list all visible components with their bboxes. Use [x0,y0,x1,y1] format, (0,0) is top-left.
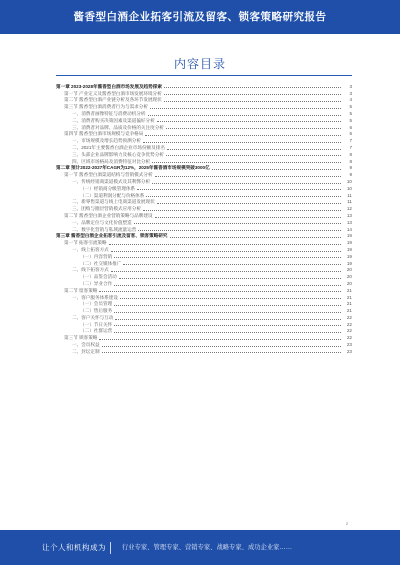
toc-leader-dots [164,87,341,88]
toc-entry-text: 第二节 留客策略 [64,287,98,293]
toc-leader-dots [102,346,341,347]
toc-entry-text: （二）售后服务 [80,308,113,314]
toc-leader-dots [155,217,341,218]
toc-entry-page: 13 [346,219,352,225]
toc-entry[interactable] [56,151,352,158]
toc-entry[interactable] [56,287,352,294]
report-title: 酱香型白酒企业拓客引流及留客、锁客策略研究报告 [73,11,327,23]
toc-entry-text: （一）节日关怀 [80,321,113,327]
toc-entry[interactable] [56,205,352,212]
toc-entry-text: 一、市场规模及增长趋势预测分析 [72,138,141,144]
toc-entry[interactable] [56,260,352,267]
toc-entry-text: （一）品鉴会活动 [80,274,117,280]
toc-entry-text: 一、线上拓客方式 [72,246,109,252]
toc-entry-text: 一、客户服务体系建设 [72,294,118,300]
toc-entry[interactable] [56,267,352,274]
toc-entry-page: 8 [349,158,352,164]
toc-entry[interactable] [56,314,352,321]
toc-entry-text: 第一节 产业定义及酱香型白酒市场发展环境分析 [64,90,162,96]
toc-entry-page: 13 [346,212,352,218]
toc-entry-page: 21 [346,294,352,300]
toc-entry-page: 4 [349,97,352,103]
toc-entry-text: 二、客户关怀与互动 [72,314,114,320]
toc-leader-dots [111,271,341,272]
footer-banner [0,530,400,565]
toc-leader-dots [137,189,341,190]
toc-leader-dots [157,203,341,204]
toc-entry-text: 第三节 酱香型白酒消费者行为与需求分析 [64,104,148,110]
toc-leader-dots [164,94,341,95]
toc-entry[interactable] [56,294,352,301]
toc-entry-text: 二、线下拓客方式 [72,267,109,273]
toc-entry-page: 10 [346,185,352,191]
toc-entry-page: 7 [349,144,352,150]
toc-leader-dots [114,325,341,326]
toc-leader-dots [143,142,341,143]
footer-slogan-left: 让个人和机构成为 [42,543,106,552]
toc-entry[interactable] [56,239,352,246]
toc-entry-text: 第一节 酱香型白酒渠道结构与营销模式分析 [64,172,153,178]
toc-leader-dots [150,108,341,109]
toc-entry-page: 3 [349,90,352,96]
toc-entry-page: 20 [346,274,352,280]
toc-entry[interactable] [56,212,352,219]
toc-entry-page: 3 [349,83,352,89]
toc-leader-dots [120,298,341,299]
toc-entry[interactable] [56,341,352,348]
toc-leader-dots [166,128,341,129]
toc-entry-page: 20 [346,280,352,286]
toc-entry-text: 二、数字化营销与私域流量运营 [72,226,137,232]
toc-leader-dots [99,291,341,292]
toc-leader-dots [119,278,341,279]
toc-entry[interactable] [56,253,352,260]
toc-leader-dots [99,339,341,340]
toc-divider [56,75,352,76]
toc-entry[interactable] [56,226,352,233]
toc-entry[interactable] [56,246,352,253]
toc-entry[interactable] [56,307,352,314]
toc-leader-dots [212,169,341,170]
toc-entry-page: 19 [346,233,352,239]
toc-entry[interactable] [56,144,352,151]
toc-entry-page: 9 [349,165,352,171]
toc-entry[interactable] [56,233,352,240]
toc-leader-dots [114,332,341,333]
toc-leader-dots [148,115,341,116]
toc-entry-page: 5 [349,104,352,110]
toc-entry[interactable] [56,124,352,131]
toc-entry[interactable] [56,131,352,138]
toc-entry-text: （二）异业合作 [80,280,113,286]
footer-separator [110,542,111,554]
toc-entry-text: 第二章 预计2022-2027年CAGR为12%，2025年酱香酒市场规模突破3000亿 [56,165,210,171]
toc-entry[interactable] [56,334,352,341]
toc-leader-dots [102,352,341,353]
toc-leader-dots [157,121,341,122]
toc-entry-page: 10 [346,178,352,184]
toc-entry-text: 四、区域市场格局及消费特征对比分析 [72,158,151,164]
toc-entry-text: 三、消费者对品牌、品质及价格的关注度分析 [72,124,164,130]
toc-entry-page: 19 [346,246,352,252]
toc-entry-page: 19 [346,253,352,259]
toc-entry[interactable] [56,192,352,199]
toc-entry[interactable] [56,178,352,185]
toc-leader-dots [143,210,341,211]
toc-entry[interactable] [56,328,352,335]
toc-entry-page: 6 [349,124,352,130]
toc-entry-page: 19 [346,260,352,266]
toc-entry-text: 第二节 酱香型白酒产业链分析及各环节发展现状 [64,97,162,103]
toc-entry-page: 22 [346,314,352,320]
toc-entry-page: 21 [346,287,352,293]
toc-entry-page: 21 [346,301,352,307]
toc-heading: 内容目录 [173,57,226,71]
toc-entry-text: 一、传统经销商渠道模式及其利弊分析 [72,178,151,184]
toc-entry-page: 12 [346,206,352,212]
toc-entry-text: 三、头部企业品牌影响力及核心竞争优势分析 [72,151,164,157]
toc-entry-page: 14 [346,226,352,232]
toc-entry-text: 二、新零售渠道与线上电商渠道发展现状 [72,199,155,205]
toc-entry[interactable] [56,185,352,192]
toc-entry-text: 第一节 拓客引流策略 [64,240,107,246]
toc-entry[interactable] [56,301,352,308]
toc-leader-dots [146,196,341,197]
toc-entry[interactable] [56,273,352,280]
toc-entry-page: 6 [349,131,352,137]
toc-entry-page: 22 [346,328,352,334]
toc-entry-text: 第一章 2023-2028年酱香型白酒市场发展及趋势探索 [56,83,162,89]
toc-leader-dots [114,312,341,313]
toc-entry-page: 20 [346,267,352,273]
footer-slogan-right: 行业专家、管理专家、营销专家、战略专家、成功企业家…… [122,544,293,551]
toc-entry[interactable] [56,103,352,110]
toc-entry-page: 8 [349,151,352,157]
toc-leader-dots [138,230,341,231]
toc-entry-text: 三、团购与圈层营销模式应用分析 [72,206,141,212]
toc-entry-page: 19 [346,240,352,246]
toc-entry[interactable] [56,83,352,90]
toc-entry-text: （一）会员管理 [80,301,113,307]
toc-leader-dots [109,244,341,245]
toc-entry-page: 11 [347,199,352,205]
toc-entry-page: 11 [347,192,352,198]
toc-entry[interactable] [56,97,352,104]
toc-entry-text: （二）渠道利润分配与价格体系 [80,192,145,198]
toc-entry-text: 一、消费者画像特征与消费动机分析 [72,110,146,116]
toc-leader-dots [111,251,341,252]
toc-leader-dots [164,101,341,102]
toc-leader-dots [134,223,341,224]
toc-entry-text: 第三章 酱香型白酒企业拓客引流及留客、锁客策略研究 [56,233,168,239]
toc-entry[interactable] [56,158,352,165]
toc-entry-text: 一、品牌定位与文化价值塑造 [72,219,132,225]
toc-entry[interactable] [56,137,352,144]
toc-entry-page: 22 [346,321,352,327]
toc-entry-text: （二）社群运营 [80,328,113,334]
toc-entry[interactable] [56,117,352,124]
toc-leader-dots [152,183,341,184]
toc-entry-page: 23 [346,348,352,354]
toc-entry[interactable] [56,280,352,287]
toc-entry-text: （二）社交媒体推广 [80,260,122,266]
toc-leader-dots [114,257,341,258]
toc-leader-dots [114,285,341,286]
toc-entry-text: 二、消费者购买决策因素及渠道偏好分析 [72,117,155,123]
toc-leader-dots [166,155,341,156]
toc-entry-page: 5 [349,110,352,116]
toc-leader-dots [114,305,341,306]
toc-entry-text: 第三节 锁客策略 [64,335,98,341]
toc-entry-page: 21 [346,308,352,314]
toc-entry[interactable] [56,199,352,206]
toc-leader-dots [170,237,341,238]
toc-leader-dots [167,149,341,150]
toc-entry[interactable] [56,321,352,328]
toc-entry-text: （一）内容营销 [80,253,113,259]
toc-entry-text: 第四节 酱香型白酒市场规模与竞争格局 [64,131,144,137]
toc-leader-dots [145,135,341,136]
toc-entry[interactable] [56,348,352,355]
toc-entry-text: 二、封坛定制 [72,348,100,354]
toc-entry-page: 7 [349,138,352,144]
toc-entry[interactable] [56,90,352,97]
toc-entry-text: 一、会员权益 [72,342,100,348]
report-header-banner [0,0,400,34]
toc-entry[interactable] [56,110,352,117]
table-of-contents [56,83,352,528]
toc-entry-text: 二、2021年主要酱香白酒企业市场份额及排名 [72,144,165,150]
toc-entry-text: （一）经销商分级管理体系 [80,185,136,191]
toc-entry[interactable] [56,171,352,178]
toc-leader-dots [115,319,341,320]
toc-entry-page: 23 [346,342,352,348]
toc-entry-page: 9 [349,172,352,178]
toc-leader-dots [123,264,341,265]
toc-entry-page: 5 [349,117,352,123]
toc-entry[interactable] [56,165,352,172]
toc-leader-dots [152,162,341,163]
toc-entry-text: 第二节 酱香型白酒企业营销策略与品牌建设 [64,212,153,218]
toc-entry[interactable] [56,219,352,226]
toc-entry-page: 22 [346,335,352,341]
toc-leader-dots [155,176,341,177]
page-number: 2 [346,521,349,526]
